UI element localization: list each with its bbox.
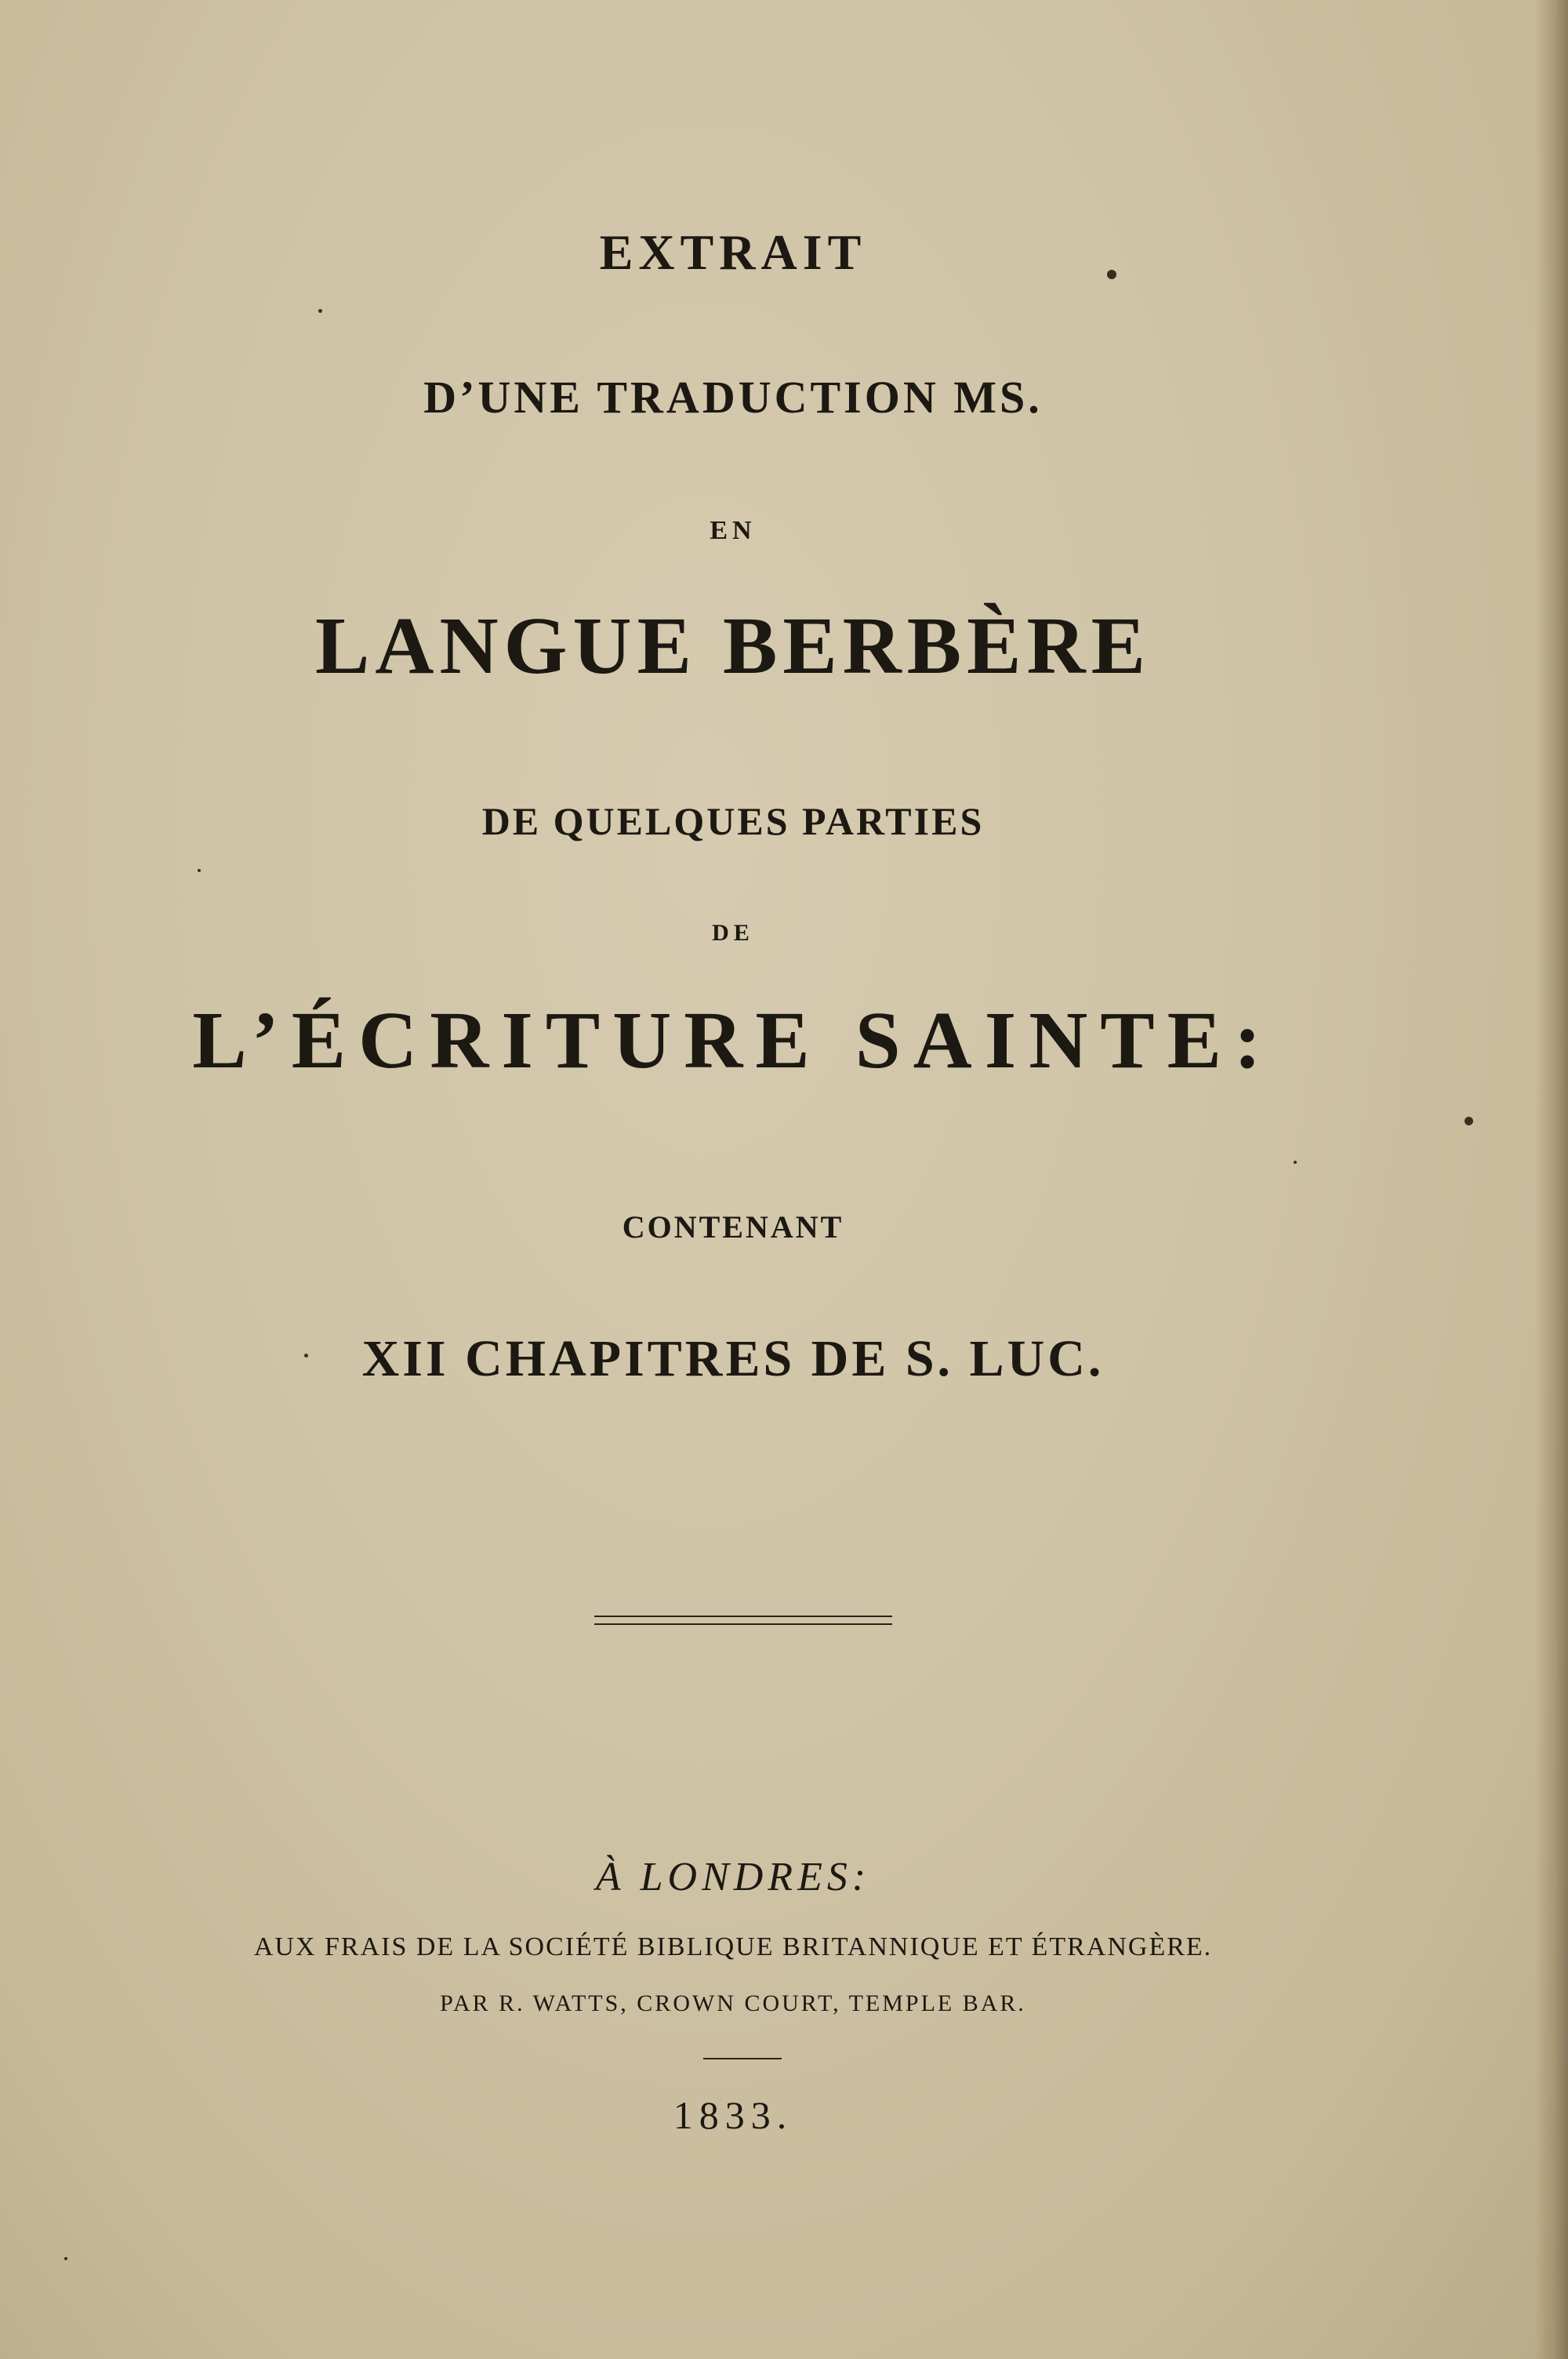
imprint-place: À LONDRES: — [595, 1855, 871, 1899]
title-line-extrait: EXTRAIT — [599, 224, 867, 280]
title-line-contenant: CONTENANT — [622, 1209, 844, 1245]
double-rule-bottom — [594, 1623, 892, 1625]
title-line-ecriture-sainte: L’ÉCRITURE SAINTE: — [192, 995, 1274, 1085]
title-line-quelques-parties: DE QUELQUES PARTIES — [481, 799, 985, 843]
paper-speck — [1107, 270, 1116, 279]
title-line-traduction: D’UNE TRADUCTION MS. — [423, 372, 1043, 423]
paper-speck — [198, 869, 201, 872]
title-line-de: DE — [712, 920, 754, 946]
paper-speck — [1294, 1161, 1297, 1164]
double-rule-top — [594, 1616, 892, 1617]
imprint-printer: PAR R. WATTS, CROWN COURT, TEMPLE BAR. — [440, 1990, 1026, 2016]
imprint-publisher: AUX FRAIS DE LA SOCIÉTÉ BIBLIQUE BRITANNIQUE ET ÉTRANGÈRE. — [253, 1932, 1213, 1961]
short-rule — [703, 2058, 782, 2059]
title-line-en: EN — [710, 516, 757, 545]
paper-speck — [318, 309, 322, 313]
imprint-year: 1833. — [673, 2093, 793, 2137]
title-line-langue-berbere: LANGUE BERBÈRE — [315, 601, 1151, 691]
page-edge-shadow — [1535, 0, 1568, 2359]
paper-speck — [64, 2257, 67, 2260]
paper-speck — [304, 1354, 308, 1358]
paper-speck — [1465, 1117, 1473, 1125]
title-line-chapitres: XII CHAPITRES DE S. LUC. — [361, 1330, 1105, 1387]
